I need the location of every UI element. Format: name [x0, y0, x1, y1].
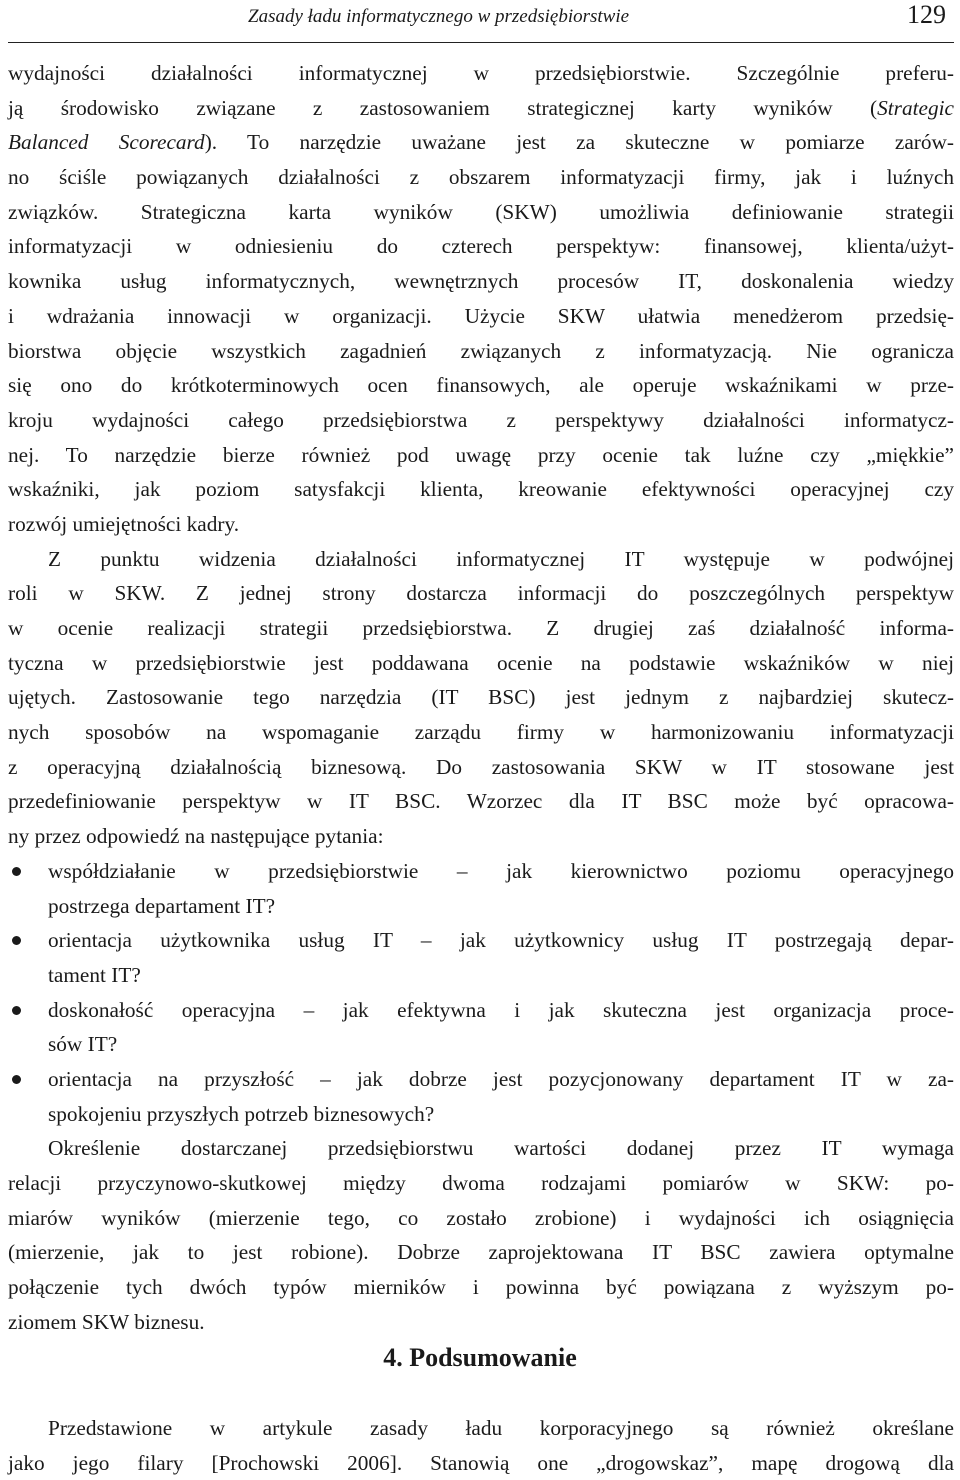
text-line: kroju wydajności całego przedsiębiorstwa z perspektywy działalności informatycz-	[8, 407, 954, 432]
paragraph-2	[8, 542, 954, 854]
bullet-line	[8, 854, 954, 889]
bullet-icon	[12, 867, 21, 876]
text-line: wskaźniki, jak poziom satysfakcji klienta, kreowanie efektywności operacyjnej czy	[8, 477, 954, 502]
text-line: związków. Strategiczna karta wyników (SKW) umożliwia definiowanie strategii	[8, 199, 954, 224]
running-header	[0, 0, 960, 46]
text-line: Określenie dostarczanej przedsiębiorstwu wartości dodanej przez IT wymaga	[48, 1136, 954, 1161]
bullet-icon	[12, 936, 21, 945]
text-line: przedefiniowanie perspektyw w IT BSC. Wzorzec dla IT BSC może być opracowa-	[8, 789, 954, 814]
bullet-text: współdziałanie w przedsiębiorstwie – jak kierownictwo poziomu operacyjnego	[48, 858, 954, 883]
list-item	[8, 1062, 954, 1131]
text-line: ją środowisko związane z zastosowaniem strategicznej karty wyników (Strategic	[8, 95, 954, 120]
text-line: Z punktu widzenia działalności informatycznej IT występuje w podwójnej	[48, 546, 954, 571]
text-line: rozwój umiejętności kadry.	[8, 511, 240, 536]
bullet-list	[8, 854, 954, 1132]
running-title: Zasady ładu informatycznego w przedsiębiorstwie	[248, 6, 630, 27]
text-line: i wdrażania innowacji w organizacji. Użycie SKW ułatwia menedżerom przedsię-	[8, 303, 954, 328]
body-text	[8, 56, 954, 1339]
bullet-icon	[12, 1006, 21, 1015]
text-line: się ono do krótkoterminowych ocen finansowych, ale operuje wskaźnikami w prze-	[8, 373, 954, 398]
text-line: (mierzenie, jak to jest robione). Dobrze zaprojektowana IT BSC zawiera optymalne	[8, 1240, 954, 1265]
bullet-line	[8, 1062, 954, 1097]
text-line: roli w SKW. Z jednej strony dostarcza informacji do poszczególnych perspektyw	[8, 581, 954, 606]
text-line: w ocenie realizacji strategii przedsiębiorstwa. Z drugiej zaś działalność informa-	[8, 616, 954, 640]
paragraph-1	[8, 56, 954, 542]
bullet-continuation: tament IT?	[48, 962, 141, 987]
bullet-line	[8, 993, 954, 1028]
text-line: jako jego filary [Prochowski 2006]. Stanowią one „drogowskaz”, mapę drogową dla	[8, 1450, 954, 1475]
text-line: no ściśle powiązanych działalności z obszarem informatyzacji firmy, jak i luźnych	[8, 165, 954, 190]
text-line: ujętych. Zastosowanie tego narzędzia (IT BSC) jest jednym z najbardziej skutecz-	[8, 685, 954, 710]
list-item	[8, 993, 954, 1062]
text-line: biorstwa objęcie wszystkich zagadnień związanych z informatyzacją. Nie ogranicza	[8, 338, 954, 363]
text-line: Balanced Scorecard). To narzędzie uważane jest za skuteczne w pomiarze zarów-	[8, 130, 955, 155]
bullet-line	[8, 923, 954, 958]
text-line: ziomem SKW biznesu.	[8, 1309, 205, 1334]
bullet-text: orientacja użytkownika usług IT – jak użytkownicy usług IT postrzegają depar-	[48, 928, 954, 953]
text-line: z operacyjną działalnością biznesową. Do zastosowania SKW w IT stosowane jest	[8, 754, 954, 779]
text-line: nych sposobów na wspomaganie zarządu firmy w harmonizowaniu informatyzacji	[8, 720, 954, 745]
page-number: 129	[907, 0, 946, 29]
text-line: połączenie tych dwóch typów mierników i powinna być powiązana z wyższym po-	[8, 1275, 954, 1300]
text-line: wydajności działalności informatycznej w przedsiębiorstwie. Szczególnie preferu-	[8, 61, 954, 85]
text-line: informatyzacji w odniesieniu do czterech perspektyw: finansowej, klienta/użyt-	[8, 234, 954, 259]
header-rule	[8, 42, 954, 43]
section-heading: 4. Podsumowanie	[383, 1343, 577, 1372]
bullet-continuation: postrzega departament IT?	[48, 893, 276, 918]
text-line: tyczna w przedsiębiorstwie jest poddawana ocenie na podstawie wskaźników w niej	[8, 650, 954, 675]
bullet-text: doskonałość operacyjna – jak efektywna i jak skuteczna jest organizacja proce-	[48, 997, 954, 1022]
bullet-text: orientacja na przyszłość – jak dobrze jest pozycjonowany departament IT w za-	[48, 1066, 954, 1091]
list-item	[8, 923, 954, 992]
text-line: kownika usług informatycznych, wewnętrznych procesów IT, doskonalenia wiedzy	[8, 269, 954, 294]
bullet-continuation: sów IT?	[48, 1032, 118, 1057]
bullet-icon	[12, 1075, 21, 1084]
bullet-continuation: spokojeniu przyszłych potrzeb biznesowych?	[48, 1101, 435, 1126]
paragraph-3	[8, 1131, 954, 1339]
paragraph-4	[8, 1411, 954, 1480]
text-line: miarów wyników (mierzenie tego, co zostało zrobione) i wydajności ich osiągnięcia	[8, 1205, 954, 1230]
text-line: relacji przyczynowo-skutkowej między dwoma rodzajami pomiarów w SKW: po-	[8, 1171, 954, 1195]
text-line: ny przez odpowiedź na następujące pytania:	[8, 824, 384, 849]
list-item	[8, 854, 954, 923]
text-line: Przedstawione w artykule zasady ładu korporacyjnego są również określane	[48, 1416, 954, 1440]
text-line: nej. To narzędzie bierze również pod uwagę przy ocenie tak luźne czy „miękkie”	[8, 442, 954, 467]
